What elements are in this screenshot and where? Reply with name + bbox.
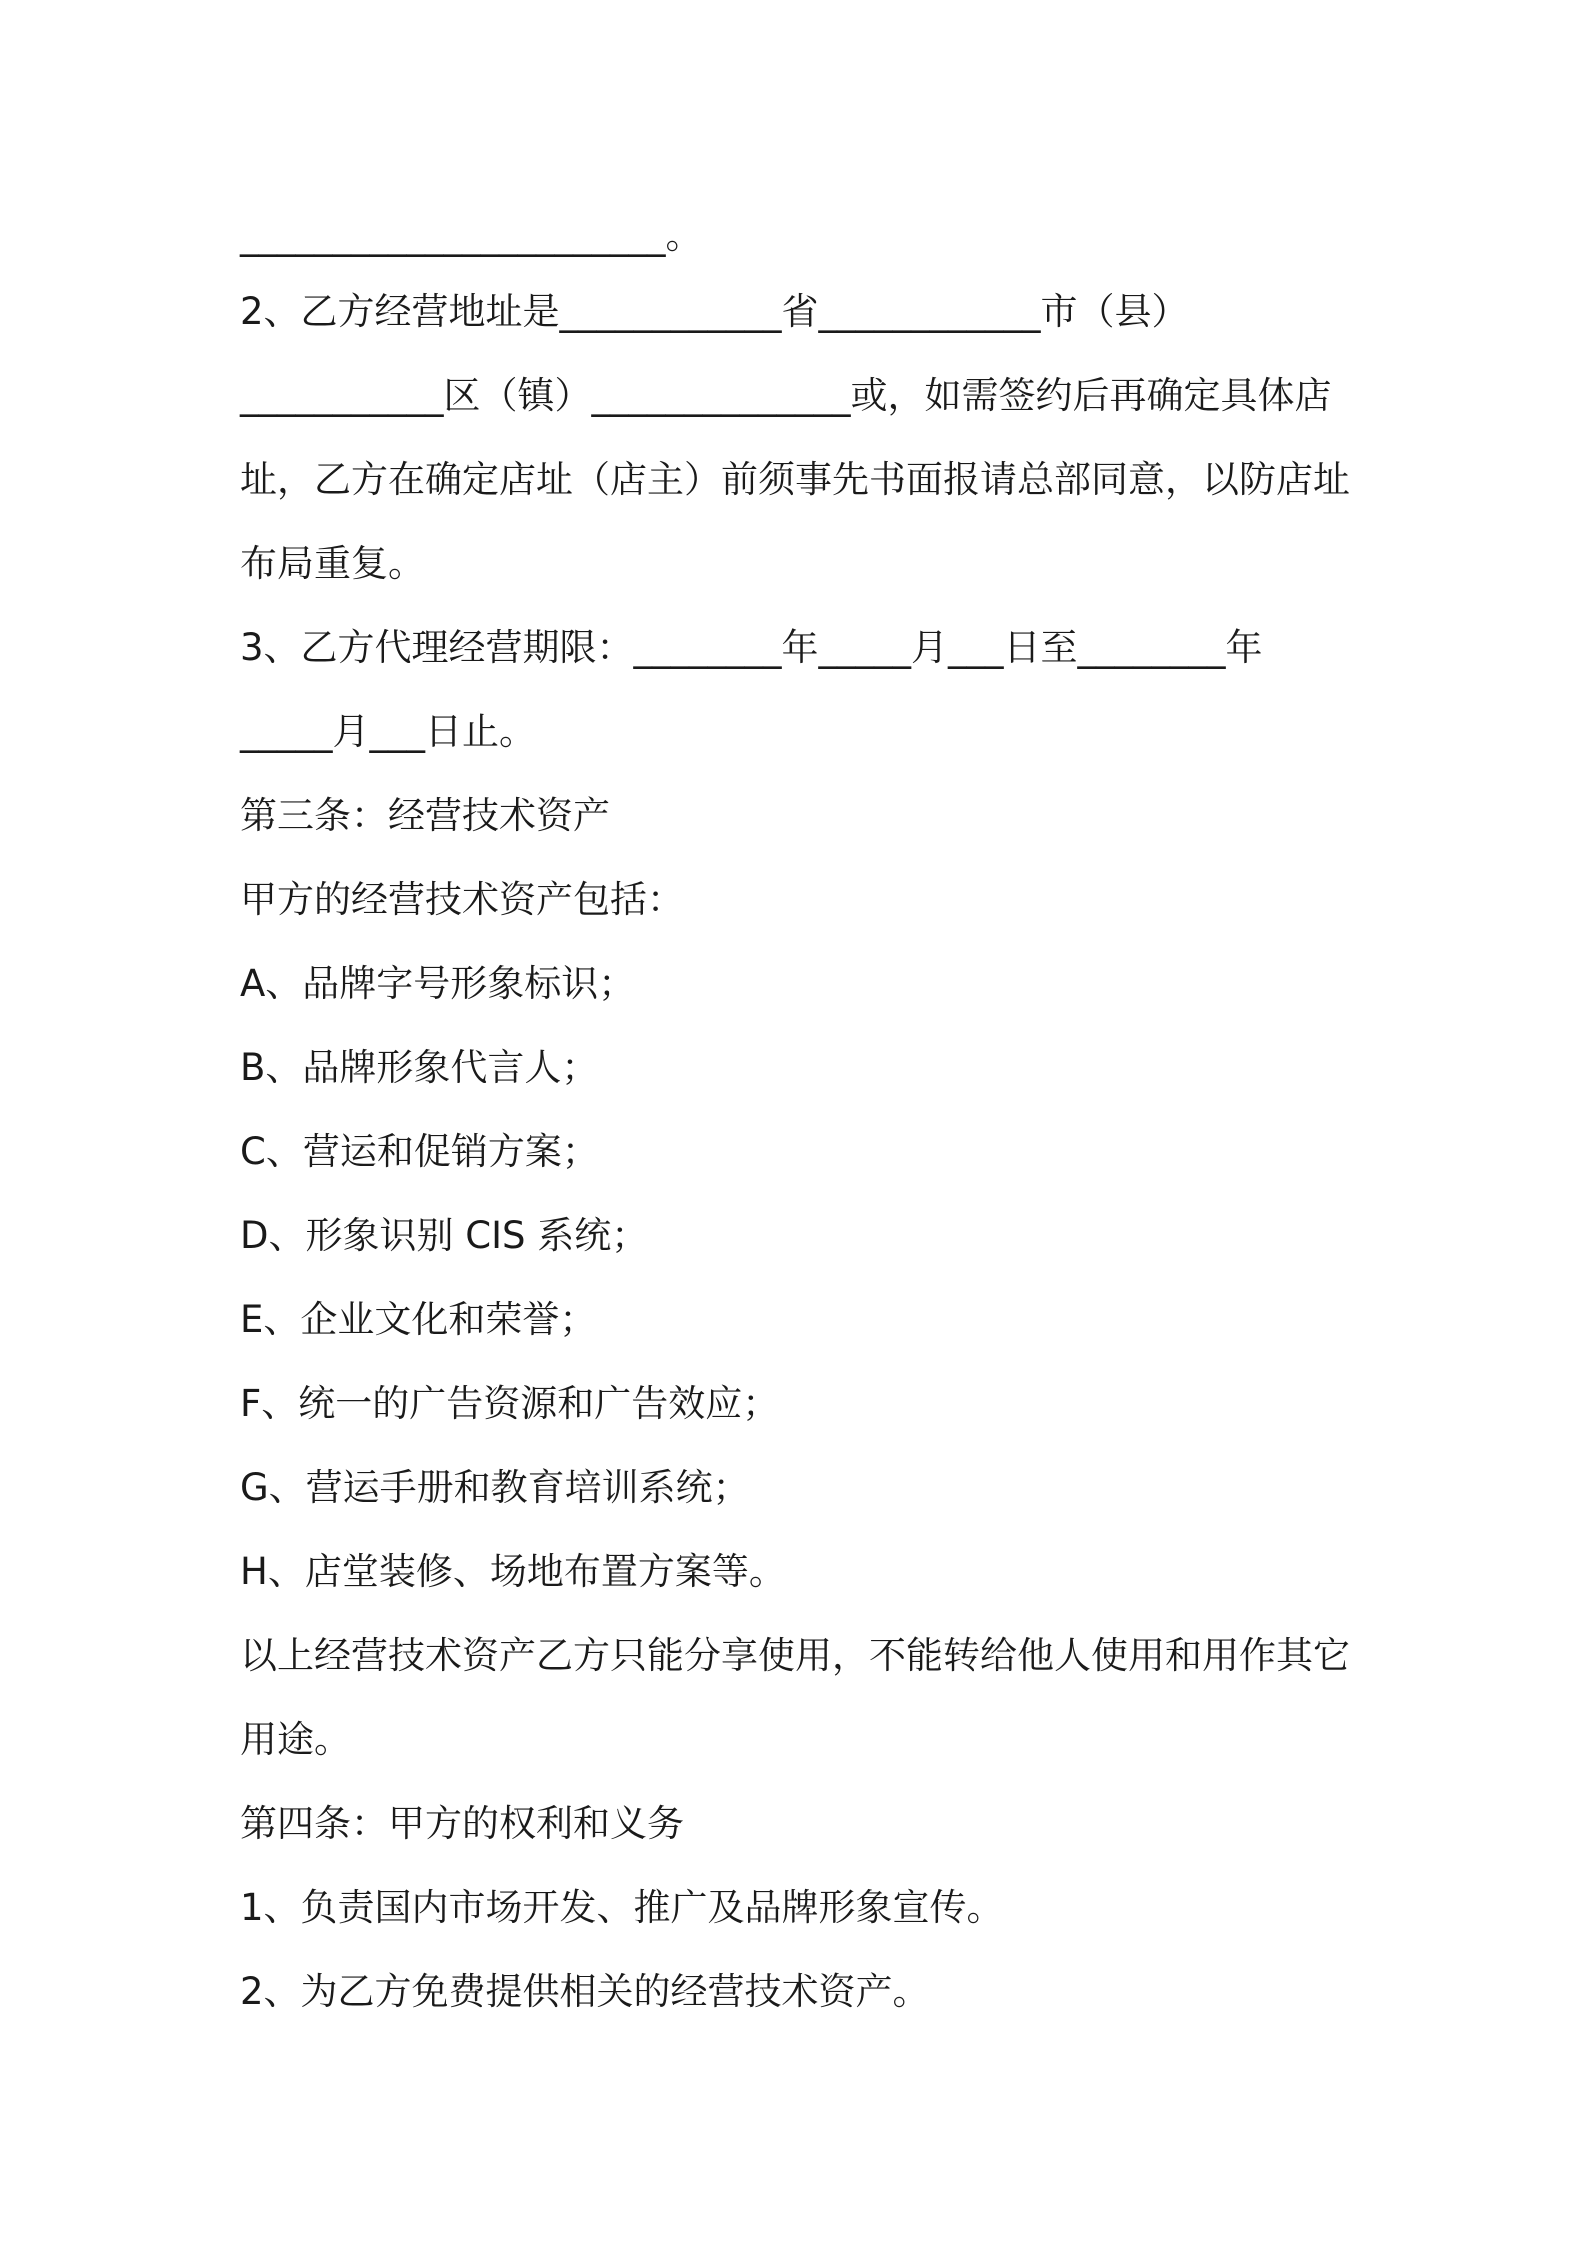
list-item-e: E、企业文化和荣誉； <box>240 1298 597 1341</box>
list-item-g: G、营运手册和教育培训系统； <box>240 1466 750 1509</box>
list-item-b: B、品牌形象代言人； <box>240 1046 599 1089</box>
line-address-4: 布局重复。 <box>240 542 425 585</box>
list-item-a: A、品牌字号形象标识； <box>240 962 636 1005</box>
list-item-c: C、营运和促销方案； <box>240 1130 599 1173</box>
line-usage-2: 用途。 <box>240 1718 351 1761</box>
section-heading-4: 第四条：甲方的权利和义务 <box>240 1802 684 1845</box>
section-heading-3: 第三条：经营技术资产 <box>240 794 610 837</box>
line-usage-1: 以上经营技术资产乙方只能分享使用，不能转给他人使用和用作其它 <box>240 1634 1350 1677</box>
line-address-2: ___________区（镇）______________或，如需签约后再确定具体店 <box>240 374 1332 417</box>
line-term-2: _____月___日止。 <box>240 710 536 753</box>
line-duty-1: 1、负责国内市场开发、推广及品牌形象宣传。 <box>240 1886 1004 1929</box>
list-item-f: F、统一的广告资源和广告效应； <box>240 1382 780 1425</box>
line-term-1: 3、乙方代理经营期限：________年_____月___日至________年 <box>240 626 1263 669</box>
line-address-1: 2、乙方经营地址是____________省____________市（县） <box>240 290 1189 333</box>
line-address-3: 址，乙方在确定店址（店主）前须事先书面报请总部同意，以防店址 <box>240 458 1350 501</box>
line-duty-2: 2、为乙方免费提供相关的经营技术资产。 <box>240 1970 930 2013</box>
line-blank-end: _______________________。 <box>240 214 703 257</box>
line-assets-intro: 甲方的经营技术资产包括： <box>240 878 684 921</box>
list-item-d: D、形象识别 CIS 系统； <box>240 1214 649 1257</box>
list-item-h: H、店堂装修、场地布置方案等。 <box>240 1550 786 1593</box>
